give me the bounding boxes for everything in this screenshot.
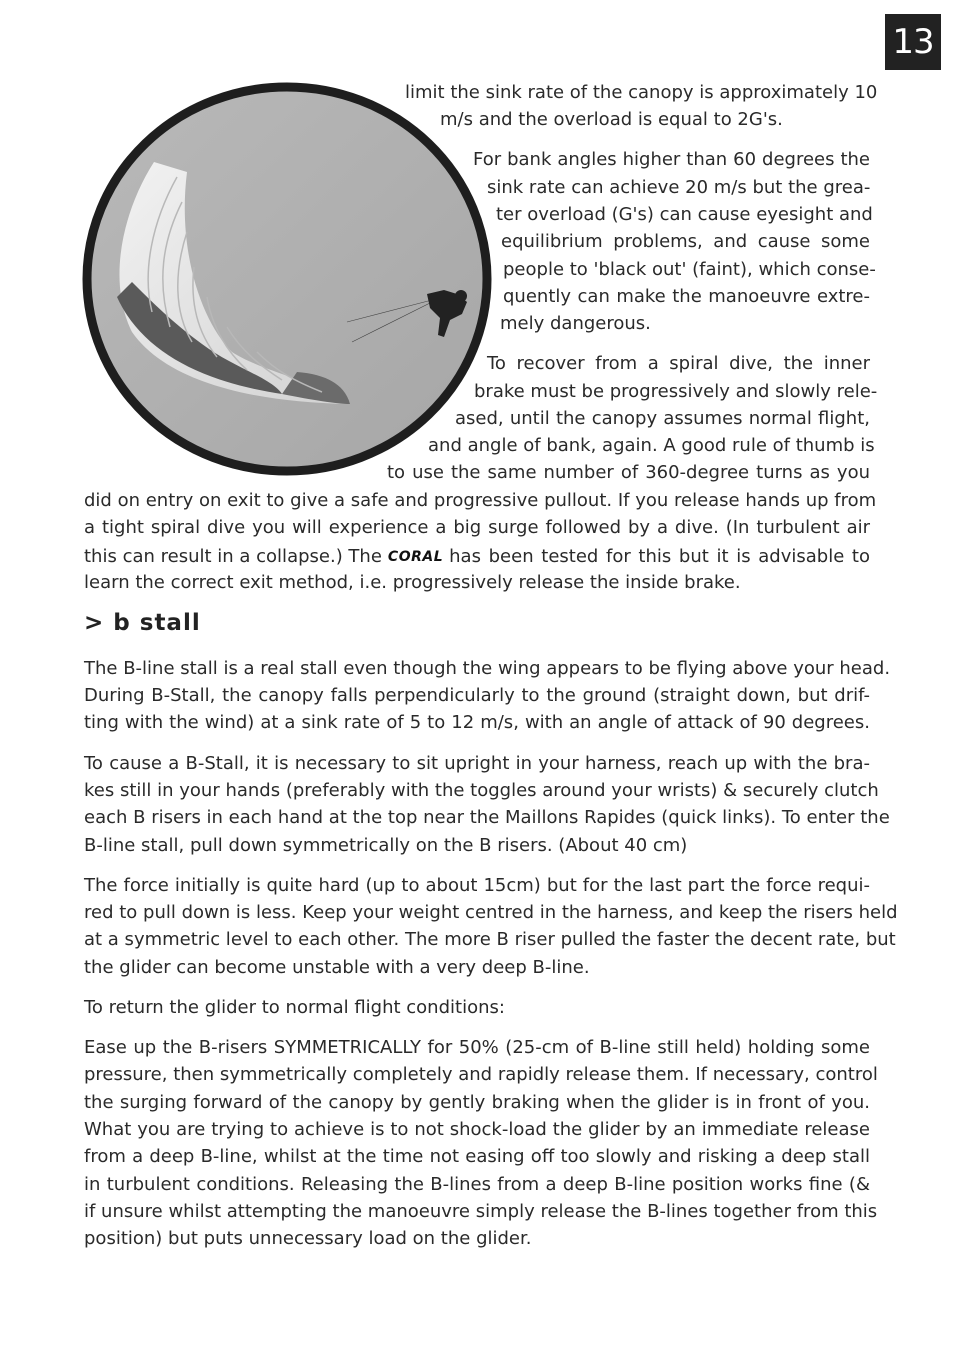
text-fragment: this can result in a collapse.) The (84, 546, 382, 567)
text-line: to use the same number of 360-degree turns as you (387, 462, 870, 483)
paraglider-photo (82, 82, 492, 476)
text-line: people to 'black out' (faint), which conse- (503, 259, 876, 280)
text-line: a tight spiral dive you will experience a big surge followed by a dive. (In turbulent air (84, 517, 870, 538)
text-line: What you are trying to achieve is to not shock-load the glider by an immediate release (84, 1119, 870, 1140)
text-line: During B-Stall, the canopy falls perpendicularly to the ground (straight down, but drif- (84, 685, 870, 706)
text-line: limit the sink rate of the canopy is approximately 10 (405, 82, 878, 103)
section-heading: > b stall (84, 610, 201, 636)
text-line: and angle of bank, again. A good rule of thumb is (428, 435, 875, 456)
text-line: brake must be progressively and slowly rele- (474, 381, 878, 402)
text-line: the surging forward of the canopy by gently braking when the glider is in front of you. (84, 1092, 870, 1113)
text-line: mely dangerous. (500, 313, 651, 334)
text-line: The force initially is quite hard (up to about 15cm) but for the last part the force requi- (84, 875, 870, 896)
text-line: equilibrium problems, and cause some (501, 231, 870, 252)
text-line: Ease up the B-risers SYMMETRICALLY for 50% (25-cm of B-line still held) holding some (84, 1037, 870, 1058)
page-number-badge: 13 (885, 14, 941, 70)
text-line: if unsure whilst attempting the manoeuvre simply release the B-lines together from this (84, 1201, 878, 1222)
text-line: ter overload (G's) can cause eyesight and (496, 204, 873, 225)
text-line: m/s and the overload is equal to 2G's. (440, 109, 783, 130)
text-line: kes still in your hands (preferably with the toggles around your wrists) & securely clutch (84, 780, 879, 801)
text-line: quently can make the manoeuvre extre- (503, 286, 870, 307)
text-line: each B risers in each hand at the top near the Maillons Rapides (quick links). To enter the (84, 807, 890, 828)
text-line: For bank angles higher than 60 degrees the (473, 149, 870, 170)
text-line: To cause a B-Stall, it is necessary to sit upright in your harness, reach up with the bra- (84, 753, 870, 774)
text-line: To recover from a spiral dive, the inner (487, 353, 870, 374)
text-line: in turbulent conditions. Releasing the B-lines from a deep B-line position works fine (& (84, 1174, 870, 1195)
text-line: red to pull down is less. Keep your weight centred in the harness, and keep the risers held (84, 902, 898, 923)
text-line: learn the correct exit method, i.e. progressively release the inside brake. (84, 572, 741, 593)
text-line: did on entry on exit to give a safe and progressive pullout. If you release hands up from (84, 490, 877, 511)
text-line-with-logo (84, 544, 870, 570)
text-line: ased, until the canopy assumes normal flight, (455, 408, 870, 429)
text-line: sink rate can achieve 20 m/s but the grea- (487, 177, 871, 198)
text-line: The B-line stall is a real stall even though the wing appears to be flying above your head. (84, 658, 891, 679)
text-line: position) but puts unnecessary load on the glider. (84, 1228, 532, 1249)
text-line: at a symmetric level to each other. The more B riser pulled the faster the decent rate, but (84, 929, 896, 950)
text-line: the glider can become unstable with a very deep B-line. (84, 957, 590, 978)
text-fragment: has been tested for this but it is advisable to (449, 546, 870, 567)
text-line: pressure, then symmetrically completely and rapidly release them. If necessary, control (84, 1064, 878, 1085)
text-line: To return the glider to normal flight conditions: (84, 997, 505, 1018)
text-line: ting with the wind) at a sink rate of 5 to 12 m/s, with an angle of attack of 90 degrees. (84, 712, 870, 733)
coral-logo: CORAL (387, 549, 444, 565)
text-line: B-line stall, pull down symmetrically on the B risers. (About 40 cm) (84, 835, 688, 856)
text-line: from a deep B-line, whilst at the time not easing off too slowly and risking a deep stall (84, 1146, 870, 1167)
